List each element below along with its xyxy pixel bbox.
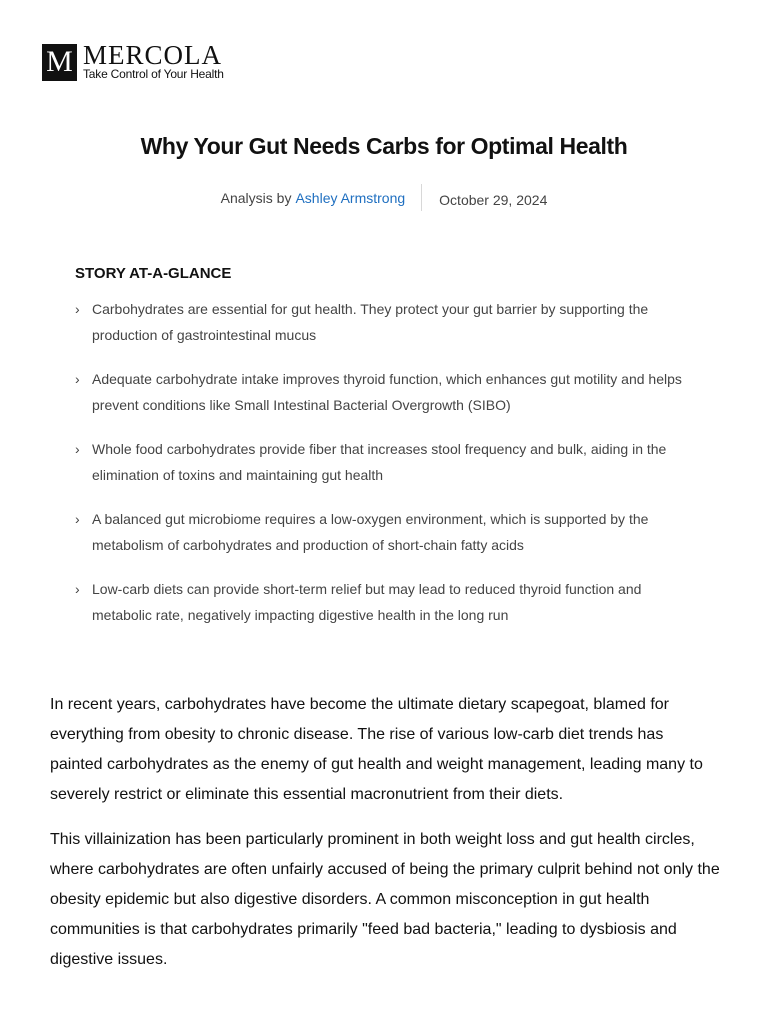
article-body bbox=[50, 690, 720, 990]
chevron-right-icon: › bbox=[75, 441, 80, 457]
story-at-a-glance bbox=[75, 265, 705, 646]
byline-prefix: Analysis by bbox=[220, 189, 292, 206]
logo-text bbox=[83, 40, 224, 81]
brand-tagline: Take Control of Your Health bbox=[83, 67, 224, 81]
glance-item-text: Low-carb diets can provide short-term relief but may lead to reduced thyroid function and metabolic rate, negatively impacting digestive health in the long run bbox=[92, 581, 642, 623]
chevron-right-icon: › bbox=[75, 511, 80, 527]
author-link[interactable]: Ashley Armstrong bbox=[295, 189, 406, 206]
publish-date: October 29, 2024 bbox=[439, 191, 548, 208]
mercola-logo[interactable] bbox=[42, 40, 224, 81]
glance-item bbox=[75, 296, 705, 348]
glance-item bbox=[75, 366, 705, 418]
chevron-right-icon: › bbox=[75, 581, 80, 597]
chevron-right-icon: › bbox=[75, 301, 80, 317]
glance-item-text: Adequate carbohydrate intake improves thyroid function, which enhances gut motility and helps prevent conditions like Small Intestinal Bacterial Overgrowth (SIBO) bbox=[92, 371, 682, 413]
glance-list bbox=[75, 296, 705, 628]
byline bbox=[0, 184, 768, 211]
brand-name: MERCOLA bbox=[83, 40, 223, 70]
glance-item-text: Carbohydrates are essential for gut health. They protect your gut barrier by supporting the production of gastrointestinal mucus bbox=[92, 301, 649, 343]
chevron-right-icon: › bbox=[75, 371, 80, 387]
glance-heading: STORY AT-A-GLANCE bbox=[75, 265, 232, 282]
glance-item bbox=[75, 436, 705, 488]
body-paragraph: This villainization has been particularly prominent in both weight loss and gut health circles, where carbohydrates are often unfairly accused of being the primary culprit behind not only the obesity epidemic but also digestive disorders. A common misconception in gut health communities is that carbohydrates primarily "feed bad bacteria," leading to dysbiosis and digestive issues. bbox=[50, 831, 720, 968]
glance-item-text: A balanced gut microbiome requires a low-oxygen environment, which is supported by the metabolism of carbohydrates and production of short-chain fatty acids bbox=[92, 511, 649, 553]
logo-m-icon: M bbox=[42, 44, 77, 81]
body-paragraph: In recent years, carbohydrates have become the ultimate dietary scapegoat, blamed for everything from obesity to chronic disease. The rise of various low-carb diet trends has painted carbohydrates as the enemy of gut health and weight management, leading many to severely restrict or eliminate this essential macronutrient from their diets. bbox=[50, 696, 703, 803]
glance-item bbox=[75, 506, 705, 558]
byline-divider bbox=[421, 184, 422, 211]
glance-item bbox=[75, 576, 705, 628]
glance-item-text: Whole food carbohydrates provide fiber that increases stool frequency and bulk, aiding in the elimination of toxins and maintaining gut health bbox=[92, 441, 667, 483]
article-title: Why Your Gut Needs Carbs for Optimal Health bbox=[140, 133, 628, 159]
